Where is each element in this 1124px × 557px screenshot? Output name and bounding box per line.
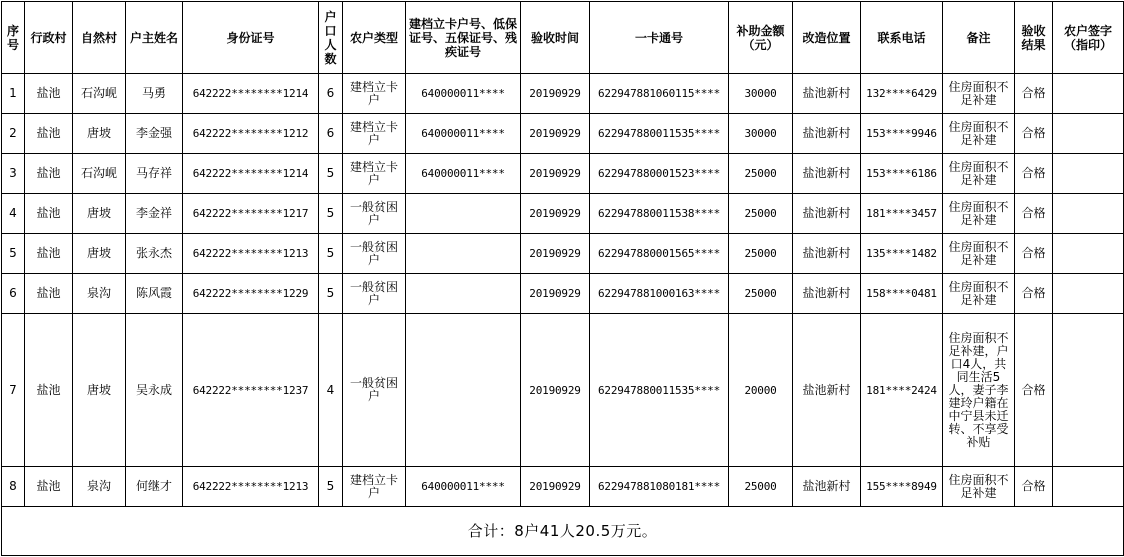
cell-subsidy: 25000 — [729, 234, 793, 274]
cell-seq: 6 — [2, 274, 25, 314]
cell-admin-village: 盐池 — [25, 274, 73, 314]
cell-id-number: 642222********1214 — [183, 154, 319, 194]
cell-seq: 3 — [2, 154, 25, 194]
cell-householder: 李金强 — [126, 114, 183, 154]
cell-household-size: 4 — [319, 314, 343, 467]
header-signature: 农户签字（指印） — [1053, 2, 1124, 74]
cell-remark: 住房面积不足补建 — [943, 467, 1015, 507]
cell-subsidy: 25000 — [729, 274, 793, 314]
header-result: 验收结果 — [1015, 2, 1053, 74]
cell-admin-village: 盐池 — [25, 114, 73, 154]
cell-result: 合格 — [1015, 194, 1053, 234]
cell-file-card-no: 640000011**** — [406, 74, 521, 114]
cell-file-card-no: 640000011**** — [406, 154, 521, 194]
cell-household-type: 建档立卡户 — [343, 74, 406, 114]
cell-householder: 吴永成 — [126, 314, 183, 467]
cell-household-size: 5 — [319, 467, 343, 507]
cell-location: 盐池新村 — [793, 234, 861, 274]
table-row — [2, 467, 1124, 507]
cell-subsidy: 20000 — [729, 314, 793, 467]
cell-seq: 2 — [2, 114, 25, 154]
cell-household-size: 6 — [319, 74, 343, 114]
header-file-card-no: 建档立卡户号、低保证号、五保证号、残疾证号 — [406, 2, 521, 74]
cell-natural-village: 石沟岘 — [73, 154, 126, 194]
cell-location: 盐池新村 — [793, 114, 861, 154]
cell-location: 盐池新村 — [793, 314, 861, 467]
cell-inspection-time: 20190929 — [521, 467, 590, 507]
cell-natural-village: 唐坡 — [73, 114, 126, 154]
cell-result: 合格 — [1015, 274, 1053, 314]
cell-admin-village: 盐池 — [25, 154, 73, 194]
header-household-type: 农户类型 — [343, 2, 406, 74]
cell-card-no: 622947881080181**** — [590, 467, 729, 507]
cell-remark: 住房面积不足补建 — [943, 234, 1015, 274]
cell-seq: 1 — [2, 74, 25, 114]
cell-householder: 马勇 — [126, 74, 183, 114]
cell-householder: 马存祥 — [126, 154, 183, 194]
cell-signature — [1053, 467, 1124, 507]
cell-card-no: 622947880011535**** — [590, 114, 729, 154]
cell-signature — [1053, 74, 1124, 114]
cell-phone: 181****2424 — [861, 314, 943, 467]
cell-inspection-time: 20190929 — [521, 194, 590, 234]
cell-id-number: 642222********1212 — [183, 114, 319, 154]
header-id-number: 身份证号 — [183, 2, 319, 74]
cell-location: 盐池新村 — [793, 194, 861, 234]
header-admin-village: 行政村 — [25, 2, 73, 74]
table-row — [2, 314, 1124, 467]
cell-id-number: 642222********1213 — [183, 467, 319, 507]
cell-household-size: 5 — [319, 154, 343, 194]
header-remark: 备注 — [943, 2, 1015, 74]
cell-file-card-no — [406, 234, 521, 274]
header-natural-village: 自然村 — [73, 2, 126, 74]
cell-admin-village: 盐池 — [25, 314, 73, 467]
cell-household-type: 建档立卡户 — [343, 467, 406, 507]
cell-signature — [1053, 274, 1124, 314]
cell-householder: 张永杰 — [126, 234, 183, 274]
cell-subsidy: 25000 — [729, 154, 793, 194]
cell-location: 盐池新村 — [793, 154, 861, 194]
cell-remark: 住房面积不足补建，户口4人，共同生活5人，妻子李建玲户籍在中宁县未迁转、不享受补贴 — [943, 314, 1015, 467]
cell-seq: 5 — [2, 234, 25, 274]
cell-id-number: 642222********1214 — [183, 74, 319, 114]
cell-result: 合格 — [1015, 314, 1053, 467]
cell-household-type: 一般贫困户 — [343, 274, 406, 314]
cell-card-no: 622947881000163**** — [590, 274, 729, 314]
cell-inspection-time: 20190929 — [521, 274, 590, 314]
cell-inspection-time: 20190929 — [521, 314, 590, 467]
cell-result: 合格 — [1015, 234, 1053, 274]
cell-household-size: 5 — [319, 274, 343, 314]
total-summary: 合计：8户41人20.5万元。 — [2, 507, 1124, 556]
cell-natural-village: 唐坡 — [73, 234, 126, 274]
cell-id-number: 642222********1237 — [183, 314, 319, 467]
cell-file-card-no: 640000011**** — [406, 114, 521, 154]
table-row — [2, 234, 1124, 274]
cell-household-size: 5 — [319, 194, 343, 234]
cell-natural-village: 石沟岘 — [73, 74, 126, 114]
cell-phone: 181****3457 — [861, 194, 943, 234]
cell-householder: 陈风霞 — [126, 274, 183, 314]
header-seq: 序号 — [2, 2, 25, 74]
cell-seq: 7 — [2, 314, 25, 467]
cell-admin-village: 盐池 — [25, 194, 73, 234]
cell-result: 合格 — [1015, 467, 1053, 507]
header-location: 改造位置 — [793, 2, 861, 74]
cell-phone: 132****6429 — [861, 74, 943, 114]
cell-seq: 4 — [2, 194, 25, 234]
cell-card-no: 622947881060115**** — [590, 74, 729, 114]
cell-file-card-no — [406, 194, 521, 234]
cell-natural-village: 唐坡 — [73, 194, 126, 234]
cell-remark: 住房面积不足补建 — [943, 194, 1015, 234]
header-phone: 联系电话 — [861, 2, 943, 74]
cell-remark: 住房面积不足补建 — [943, 274, 1015, 314]
cell-householder: 李金祥 — [126, 194, 183, 234]
cell-phone: 135****1482 — [861, 234, 943, 274]
table-row — [2, 114, 1124, 154]
header-householder: 户主姓名 — [126, 2, 183, 74]
cell-location: 盐池新村 — [793, 467, 861, 507]
cell-file-card-no — [406, 314, 521, 467]
header-card-no: 一卡通号 — [590, 2, 729, 74]
header-household-size: 户口人数 — [319, 2, 343, 74]
cell-file-card-no: 640000011**** — [406, 467, 521, 507]
cell-inspection-time: 20190929 — [521, 74, 590, 114]
cell-remark: 住房面积不足补建 — [943, 74, 1015, 114]
cell-inspection-time: 20190929 — [521, 114, 590, 154]
cell-card-no: 622947880001565**** — [590, 234, 729, 274]
cell-household-type: 一般贫困户 — [343, 194, 406, 234]
cell-subsidy: 30000 — [729, 74, 793, 114]
table-header — [2, 2, 1124, 74]
cell-result: 合格 — [1015, 154, 1053, 194]
table-row — [2, 274, 1124, 314]
cell-natural-village: 泉沟 — [73, 467, 126, 507]
cell-card-no: 622947880011538**** — [590, 194, 729, 234]
cell-remark: 住房面积不足补建 — [943, 114, 1015, 154]
cell-phone: 153****9946 — [861, 114, 943, 154]
cell-household-type: 建档立卡户 — [343, 114, 406, 154]
cell-file-card-no — [406, 274, 521, 314]
cell-natural-village: 唐坡 — [73, 314, 126, 467]
cell-household-size: 5 — [319, 234, 343, 274]
cell-signature — [1053, 314, 1124, 467]
cell-phone: 153****6186 — [861, 154, 943, 194]
cell-household-size: 6 — [319, 114, 343, 154]
cell-householder: 何继才 — [126, 467, 183, 507]
cell-natural-village: 泉沟 — [73, 274, 126, 314]
cell-signature — [1053, 114, 1124, 154]
cell-signature — [1053, 234, 1124, 274]
table-row — [2, 154, 1124, 194]
cell-admin-village: 盐池 — [25, 74, 73, 114]
cell-card-no: 622947880011535**** — [590, 314, 729, 467]
cell-location: 盐池新村 — [793, 274, 861, 314]
cell-id-number: 642222********1213 — [183, 234, 319, 274]
cell-location: 盐池新村 — [793, 74, 861, 114]
cell-phone: 158****0481 — [861, 274, 943, 314]
cell-household-type: 一般贫困户 — [343, 234, 406, 274]
cell-household-type: 建档立卡户 — [343, 154, 406, 194]
table-row — [2, 194, 1124, 234]
header-subsidy: 补助金额（元） — [729, 2, 793, 74]
cell-inspection-time: 20190929 — [521, 154, 590, 194]
cell-inspection-time: 20190929 — [521, 234, 590, 274]
cell-id-number: 642222********1217 — [183, 194, 319, 234]
household-table — [1, 1, 1124, 556]
cell-signature — [1053, 194, 1124, 234]
cell-admin-village: 盐池 — [25, 467, 73, 507]
cell-subsidy: 30000 — [729, 114, 793, 154]
cell-signature — [1053, 154, 1124, 194]
cell-remark: 住房面积不足补建 — [943, 154, 1015, 194]
table-body — [2, 74, 1124, 556]
cell-result: 合格 — [1015, 74, 1053, 114]
header-inspection-time: 验收时间 — [521, 2, 590, 74]
cell-result: 合格 — [1015, 114, 1053, 154]
cell-subsidy: 25000 — [729, 194, 793, 234]
cell-seq: 8 — [2, 467, 25, 507]
table-row — [2, 74, 1124, 114]
cell-card-no: 622947880001523**** — [590, 154, 729, 194]
cell-phone: 155****8949 — [861, 467, 943, 507]
cell-admin-village: 盐池 — [25, 234, 73, 274]
cell-id-number: 642222********1229 — [183, 274, 319, 314]
cell-subsidy: 25000 — [729, 467, 793, 507]
cell-household-type: 一般贫困户 — [343, 314, 406, 467]
